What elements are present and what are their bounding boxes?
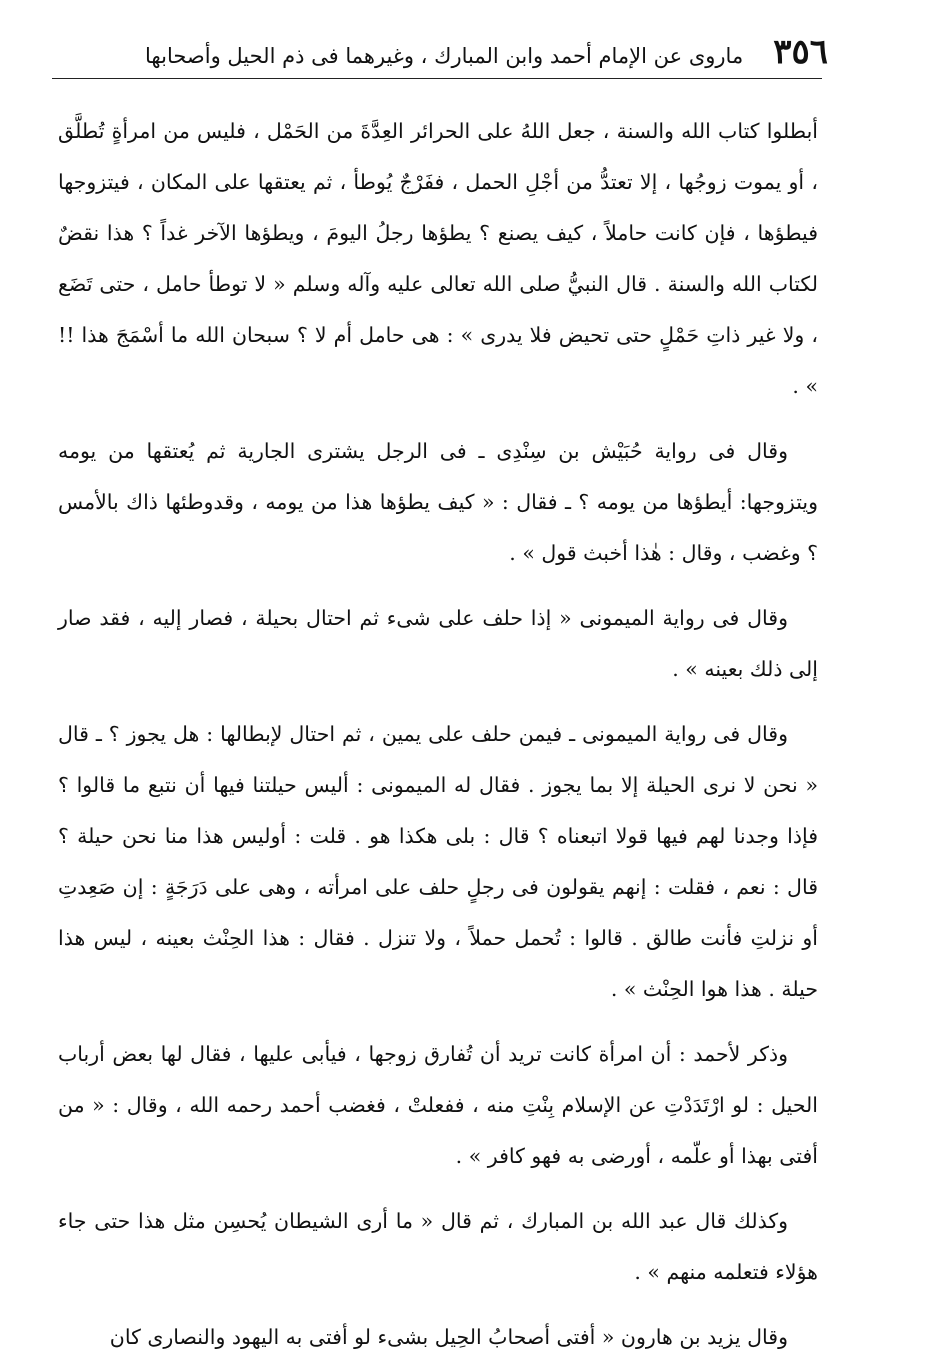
- body-text: [58, 106, 818, 1363]
- paragraph-7: وقال يزيد بن هارون « أفتى أصحابُ الحِيل بشىء لو أفتى به اليهود والنصارى كان: [109, 1325, 788, 1349]
- paragraph-3: وقال فى رواية الميمونى « إذا حلف على شىء ثم احتال بحيلة ، فصار إليه ، فقد صار إلى ذلك بعينه » .: [58, 606, 818, 681]
- paragraph-2: وقال فى رواية حُبَيْش بن سِنْدِى ـ فى الرجل يشترى الجارية ثم يُعتقها من يومه ويتزوجها: أيطؤها من يومه ؟ ـ فقال : « كيف يطؤها هذا من يومه ، وقدوطئها ذاك بالأمس ؟ وغضب ، وقال : هٰذا أخبث قول » .: [58, 439, 818, 565]
- header-divider: [52, 78, 822, 79]
- paragraph-1: أبطلوا كتاب الله والسنة ، جعل اللهُ على الحرائر العِدَّةَ من الحَمْل ، فليس من امرأةٍ تُطلَّق ، أو يموت زوجُها ، إلا تعتدُّ من أجْلِ الحمل ، ففَرْجٌ يُوطأ ، ثم يعتقها على المكان ، فيتزوجها فيطؤها ، فإن كانت حاملاً ، كيف يصنع ؟ يطؤها رجلُ اليومَ ، ويطؤها الآخر غداً ؟ هذا نقضٌ لكتاب الله والسنة . قال النبيُّ صلى الله تعالى عليه وآله وسلم « لا توطأ حامل ، حتى تَضَع ، ولا غير ذاتِ حَمْلٍ حتى تحيض فلا يدرى » : هى حامل أم لا ؟ سبحان الله ما أسْمَجَ هذا !! » .: [58, 119, 818, 398]
- paragraph-6: وكذلك قال عبد الله بن المبارك ، ثم قال « ما أرى الشيطان يُحسِن مثل هذا حتى جاء هؤلاء فتعلمه منهم » .: [58, 1209, 818, 1284]
- paragraph-4: وقال فى رواية الميمونى ـ فيمن حلف على يمين ، ثم احتال لإبطالها : هل يجوز ؟ ـ قال « نحن لا نرى الحيلة إلا بما يجوز . فقال له الميمونى : أليس حيلتنا فيها أن نتبع ما قالوا ؟ فإذا وجدنا لهم فيها قولا اتبعناه ؟ قال : بلى هكذا هو . قلت : أوليس هذا منا نحن حيلة ؟ قال : نعم ، فقلت : إنهم يقولون فى رجلٍ حلف على امرأته ، وهى على دَرَجَةٍ : إن صَعِدتِ أو نزلتِ فأنت طالق . قالوا : تُحمل حملاً ، ولا تنزل . فقال : هذا الحِنْث بعينه ، ليس هذا حيلة . هذا هوا الحِنْث » .: [58, 722, 818, 1001]
- paragraph-5: وذكر لأحمد : أن امرأة كانت تريد أن تُفارق زوجها ، فيأبى عليها ، فقال لها بعض أرباب الحيل : لو ارْتَدَدْتِ عن الإسلام بِنْتِ منه ، ففعلتْ ، فغضب أحمد رحمه الله ، وقال : « من أفتى بهذا أو علّمه ، أورضى به فهو كافر » .: [58, 1042, 818, 1168]
- page-header: [60, 22, 828, 72]
- page-number: ٣٥٦: [773, 32, 828, 72]
- running-title: ماروى عن الإمام أحمد وابن المبارك ، وغيرهما فى ذم الحيل وأصحابها: [145, 44, 744, 68]
